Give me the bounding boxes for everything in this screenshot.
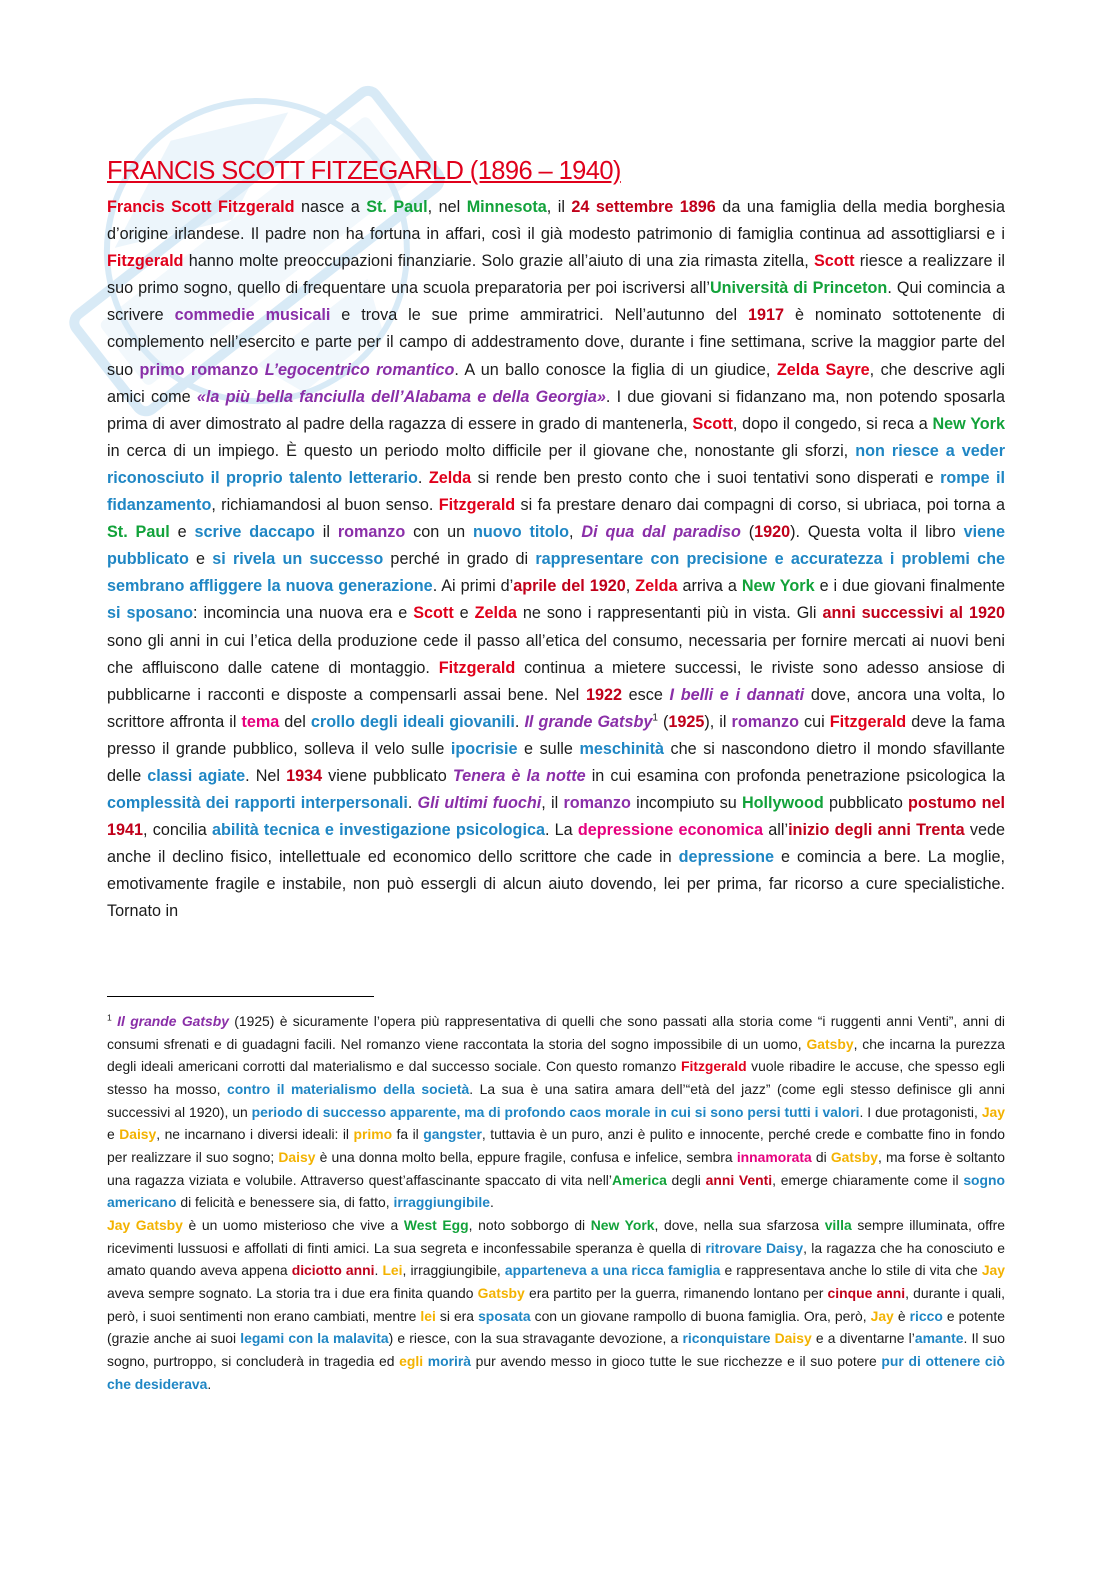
highlighted-term: «la più bella fanciulla dell’Alabama e della Georgia» xyxy=(196,387,606,406)
text-run: , irraggiungibile, xyxy=(402,1262,505,1279)
highlighted-term: Lei xyxy=(382,1262,403,1279)
highlighted-term: Daisy xyxy=(119,1126,157,1143)
text-run: è xyxy=(893,1307,910,1324)
highlighted-term: apparteneva a una ricca famiglia xyxy=(504,1262,721,1279)
text-run: era partito per la guerra, rimanendo lontano per xyxy=(524,1284,828,1301)
highlighted-term: New York xyxy=(932,414,1005,433)
highlighted-term: lei xyxy=(420,1307,436,1324)
text-run: , durante i quali, però, i suoi sentimenti non erano cambiati, mentre xyxy=(107,1284,1005,1324)
highlighted-term: Daisy xyxy=(774,1330,812,1347)
highlighted-term: Scott xyxy=(413,604,454,623)
text-run: ), il xyxy=(704,712,732,731)
highlighted-term: Fitzgerald xyxy=(438,496,516,515)
highlighted-term: 1922 xyxy=(585,685,622,704)
highlighted-term: amante xyxy=(914,1330,964,1347)
text-run: e a diventarne l’ xyxy=(811,1330,915,1347)
highlighted-term: gangster xyxy=(423,1126,482,1143)
highlighted-term: riconquistare xyxy=(682,1330,771,1347)
text-run: , dove, nella sua sfarzosa xyxy=(654,1216,825,1233)
highlighted-term: tema xyxy=(241,712,280,731)
text-run: perché in grado di xyxy=(383,550,536,569)
highlighted-term: egli xyxy=(399,1352,424,1369)
highlighted-term: cinque anni xyxy=(827,1284,906,1301)
text-run: pubblicato xyxy=(823,794,909,813)
highlighted-term: Francis Scott Fitzgerald xyxy=(107,198,295,216)
highlighted-term: anni successivi al 1920 xyxy=(822,604,1006,623)
text-run: e trova le sue prime ammiratrici. Nell’autunno del xyxy=(330,306,749,325)
highlighted-term: si rivela un successo xyxy=(212,550,384,569)
highlighted-term: Gli ultimi fuochi xyxy=(417,794,542,813)
text-run: hanno molte preoccupazioni finanziarie. Solo grazie all’aiuto di una zia rimasta zitella, xyxy=(183,252,814,271)
highlighted-term: primo xyxy=(353,1126,393,1143)
footnote-ref: 1 xyxy=(107,1012,112,1023)
highlighted-term: Scott xyxy=(692,414,733,433)
highlighted-term: inizio degli anni Trenta xyxy=(788,821,965,840)
text-run: è una donna molto bella, eppure fragile, confusa e infelice, sembra xyxy=(315,1148,737,1165)
highlighted-term: ritrovare Daisy xyxy=(705,1239,804,1256)
footnote-separator xyxy=(107,996,374,997)
highlighted-term: Il grande Gatsby xyxy=(524,712,653,731)
text-run: si rende ben presto conto che i suoi tentativi sono disperati e xyxy=(471,468,941,487)
text-run: ne sono i rappresentanti più in vista. Gli xyxy=(516,604,823,623)
highlighted-term: Jay xyxy=(981,1103,1005,1120)
text-run: degli xyxy=(666,1171,706,1188)
text-run: , nel xyxy=(427,198,467,216)
page-title: FRANCIS SCOTT FITZEGARLD (1896 – 1940) xyxy=(107,157,621,185)
highlighted-term: Jay Gatsby xyxy=(107,1216,183,1233)
highlighted-term: New York xyxy=(590,1216,655,1233)
text-run: . Nel xyxy=(245,766,287,785)
text-run: . xyxy=(407,794,418,813)
text-run: , ma forse è soltanto una ragazza viziata e volubile. Attraverso quest’affascinante spaccato di vita nell’ xyxy=(107,1148,1005,1188)
text-run: si fa prestare denaro dai compagni di corso, si ubriaca, poi torna a xyxy=(515,496,1005,515)
highlighted-term: Gatsby xyxy=(477,1284,525,1301)
text-run: , tuttavia è un puro, anzi è pulito e innocente, perché crede e combatte fino in fondo per realizzare il suo sogno; xyxy=(107,1126,1005,1165)
highlighted-term: rompe il fidanzamento xyxy=(107,468,1005,515)
highlighted-term: Jay xyxy=(981,1262,1005,1279)
highlighted-term: aprile del 1920 xyxy=(513,577,626,596)
text-run: e potente (grazie anche ai suoi xyxy=(107,1307,1005,1347)
highlighted-term: New York xyxy=(741,577,815,596)
text-run: ( xyxy=(657,712,669,731)
highlighted-term: periodo di successo apparente, ma di profondo caos morale in cui si sono persi tutti i valori xyxy=(251,1103,860,1120)
text-run: vuole ribadire le accuse, che spesso egli stesso ha mosso, xyxy=(107,1058,1005,1097)
text-run: nasce a xyxy=(294,198,367,216)
text-run: aveva sempre sognato. La storia tra i due era finita quando xyxy=(107,1284,478,1301)
highlighted-term: Zelda Sayre xyxy=(776,360,870,379)
text-run: esce xyxy=(621,685,670,704)
highlighted-term: Fitzgerald xyxy=(107,252,184,271)
highlighted-term: Di qua dal paradiso xyxy=(581,523,741,542)
highlighted-term: crollo degli ideali giovanili xyxy=(310,712,515,731)
text-run: . xyxy=(514,712,525,731)
highlighted-term: St. Paul xyxy=(107,523,170,542)
highlighted-term: viene pubblicato xyxy=(107,523,1005,569)
highlighted-term: L’egocentrico romantico xyxy=(264,360,455,379)
text-run: , il xyxy=(541,794,564,813)
text-run: . A un ballo conosce la figlia di un giudice, xyxy=(454,360,777,379)
highlighted-term: Tenera è la notte xyxy=(452,766,586,785)
highlighted-term: Zelda xyxy=(428,468,472,487)
text-run: di felicità e benessere sia, di fatto, xyxy=(176,1194,394,1211)
text-run: da una famiglia della media borghesia d’origine irlandese. Il padre non ha fortuna in affari, così il già modesto patrimonio di famiglia continua ad assottigliarsi e i xyxy=(107,198,1005,244)
highlighted-term: Fitzgerald xyxy=(829,712,907,731)
text-run: e sulle xyxy=(517,739,580,758)
highlighted-term: romanzo xyxy=(337,523,406,542)
highlighted-term: pur di ottenere ciò che desiderava xyxy=(107,1352,1006,1392)
text-run: con un giovane rampollo di buona famiglia. Ora, però, xyxy=(530,1307,871,1324)
highlighted-term: Fitzgerald xyxy=(438,658,516,677)
highlighted-term: non riesce a veder riconosciuto il proprio talento letterario xyxy=(107,441,1005,487)
footnote-paragraph-2 xyxy=(107,1214,1005,1395)
text-run: . La xyxy=(544,821,578,840)
text-run: continua a mietere successi, le riviste sono adesso ansiose di pubblicarne i racconti e disposte a compensarli assai bene. Nel xyxy=(107,658,1005,704)
text-run: e xyxy=(188,550,213,569)
text-run: ). Questa volta il libro xyxy=(790,523,964,542)
highlighted-term: complessità dei rapporti interpersonali xyxy=(107,794,408,813)
text-run: , ne incarnano i diversi ideali: il xyxy=(156,1126,354,1143)
highlighted-term: 1920 xyxy=(754,523,791,542)
highlighted-term: si sposano xyxy=(107,604,194,623)
highlighted-term: Fitzgerald xyxy=(680,1058,747,1075)
text-run: sempre illuminata, offre ricevimenti lussuosi e affollati di finti amici. La sua segreta e inconfessabile speranza è quella di xyxy=(107,1216,1005,1256)
highlighted-term: Zelda xyxy=(474,604,517,623)
text-run: all’ xyxy=(763,821,789,840)
text-run: in cerca di un impiego. È questo un periodo molto difficile per il giovane che, nonostante gli sforzi, xyxy=(107,441,856,460)
highlighted-term: irraggiungibile xyxy=(393,1194,490,1211)
highlighted-term: Minnesota xyxy=(466,198,547,216)
text-run: e xyxy=(453,604,475,623)
highlighted-term: Gatsby xyxy=(830,1148,878,1165)
text-run: . La sua è una satira amara dell’“età del jazz” (come egli stesso definisce gli anni successivi al 1920), un xyxy=(107,1080,1005,1120)
highlighted-term: legami con la malavita xyxy=(240,1330,389,1347)
highlighted-term: 1917 xyxy=(748,306,785,325)
text-run: . xyxy=(489,1194,494,1211)
text-run: . xyxy=(207,1375,212,1392)
text-run: (1925) è sicuramente l’opera più rappresentativa di quelli che sono passati alla storia come “i ruggenti anni Venti”, anni di consumi sfrenati e di guadagni facili. Nel romanzo viene raccontata la storia del sogno impossibile di un uomo, xyxy=(107,1013,1005,1052)
highlighted-term: abilità tecnica e investigazione psicologica xyxy=(211,821,545,840)
highlighted-term: sposata xyxy=(478,1307,531,1324)
highlighted-term: diciotto anni xyxy=(291,1262,375,1279)
highlighted-term: scrive daccapo xyxy=(194,523,315,542)
text-run: , che incarna la purezza degli ideali americani corrotti dal materialismo e dal successo sociale. Con questo romanzo xyxy=(107,1035,1006,1075)
text-run: cui xyxy=(798,712,830,731)
highlighted-term: meschinità xyxy=(579,739,665,758)
text-run: , la ragazza che ha conosciuto e amato quando aveva appena xyxy=(107,1239,1005,1279)
highlighted-term: I belli e i dannati xyxy=(669,685,805,704)
text-run: e xyxy=(169,523,195,542)
highlighted-term: classi agiate xyxy=(147,766,246,785)
text-run: dove, ancora una volta, lo scrittore affronta il xyxy=(107,685,1005,731)
highlighted-term: commedie musicali xyxy=(174,306,331,325)
footnote-ref: 1 xyxy=(652,712,658,724)
highlighted-term: America xyxy=(611,1171,667,1188)
highlighted-term: Zelda xyxy=(635,577,678,596)
text-run: con un xyxy=(405,523,474,542)
text-run: , concilia xyxy=(143,821,212,840)
text-run: è nominato sottotenente di complemento nell’esercito e parte per il campo di addestramento dove, durante i fine settimana, scrive la maggior parte del suo xyxy=(107,306,1005,379)
highlighted-term: primo romanzo xyxy=(139,360,259,379)
highlighted-term: nuovo titolo xyxy=(473,523,570,542)
highlighted-term: sogno americano xyxy=(107,1171,1005,1211)
highlighted-term: Daisy xyxy=(278,1148,316,1165)
text-run: del xyxy=(279,712,311,731)
text-run: : incomincia una nuova era e xyxy=(193,604,414,623)
text-run: e rappresentava anche lo stile di vita che xyxy=(720,1262,982,1279)
text-run: è un uomo misterioso che vive a xyxy=(182,1216,404,1233)
text-run: , dopo il congedo, si reca a xyxy=(732,414,933,433)
highlighted-term: postumo nel 1941 xyxy=(107,794,1005,840)
text-run: e xyxy=(107,1126,120,1143)
highlighted-term: anni Venti xyxy=(705,1171,773,1188)
text-run: deve la fama presso il grande pubblico, solleva il velo sulle xyxy=(107,712,1005,758)
highlighted-term: villa xyxy=(824,1216,852,1233)
highlighted-term: Jay xyxy=(870,1307,894,1324)
highlighted-term: Gatsby xyxy=(806,1035,854,1052)
highlighted-term: 1934 xyxy=(286,766,323,785)
text-run: . I due giovani si fidanzano ma, non potendo sposarla prima di aver dimostrato al padre della ragazza di essere in grado di mantenerla, xyxy=(107,387,1005,433)
text-run: , emerge chiaramente come il xyxy=(772,1171,964,1188)
text-run: . Qui comincia a scrivere xyxy=(107,279,1005,325)
text-run: che si nascondono dietro il mondo sfavillante delle xyxy=(107,739,1005,785)
highlighted-term: depressione xyxy=(678,848,775,867)
highlighted-term: contro il materialismo della società xyxy=(226,1080,470,1097)
highlighted-term: St. Paul xyxy=(366,198,428,216)
text-run: riesce a realizzare il suo primo sogno, quello di frequentare una scuola preparatoria per poi iscriversi all’ xyxy=(107,252,1005,298)
highlighted-term: Hollywood xyxy=(741,794,824,813)
text-run: e i due giovani finalmente xyxy=(814,577,1005,596)
main-paragraph xyxy=(107,194,1005,926)
text-run: si era xyxy=(435,1307,479,1324)
highlighted-term: 1925 xyxy=(668,712,705,731)
text-run: , richiamandosi al buon senso. xyxy=(211,496,439,515)
text-run: , noto sobborgo di xyxy=(468,1216,591,1233)
highlighted-term: romanzo xyxy=(731,712,799,731)
text-run: . I due protagonisti, xyxy=(859,1103,982,1120)
text-run: . Il suo sogno, purtroppo, si concluderà in tragedia ed xyxy=(107,1330,1006,1369)
text-run: sono gli anni in cui l’etica della produzione cede il passo all’etica del consumo, necessaria per fornire mercati ai nuovi beni che affluiscono dalle catene di montaggio. xyxy=(107,631,1005,677)
text-run: , xyxy=(569,523,582,542)
text-run: . Ai primi d’ xyxy=(432,577,514,596)
text-run: incompiuto su xyxy=(630,794,742,813)
text-run: fa il xyxy=(392,1126,424,1143)
text-run: il xyxy=(314,523,338,542)
text-run: , xyxy=(625,577,636,596)
text-run: vede anche il declino fisico, intellettuale ed economico dello scrittore che cade in xyxy=(107,821,1006,867)
highlighted-term: Scott xyxy=(814,252,855,271)
highlighted-term: rappresentare con precisione e accuratezza i problemi che sembrano affliggere la nuova generazione xyxy=(107,550,1005,596)
text-run: ( xyxy=(740,523,755,542)
highlighted-term: 24 settembre 1896 xyxy=(571,198,716,216)
text-run: e comincia a bere. La moglie, emotivamente fragile e instabile, non può essergli di alcun aiuto dovendo, lei per prima, far ricorso a cure specialistiche. Tornato in xyxy=(107,848,1005,921)
text-run: di xyxy=(811,1148,831,1165)
highlighted-term: Università di Princeton xyxy=(709,279,888,298)
text-run: in cui esamina con profonda penetrazione psicologica la xyxy=(585,766,1005,785)
highlighted-term: depressione economica xyxy=(577,821,764,840)
highlighted-term: ipocrisie xyxy=(450,739,518,758)
footnote xyxy=(107,1010,1005,1395)
footnote-paragraph-1 xyxy=(107,1010,1005,1214)
text-run: , il xyxy=(546,198,572,216)
highlighted-term: morirà xyxy=(427,1352,471,1369)
highlighted-term: Il grande Gatsby xyxy=(117,1013,229,1029)
text-run: . xyxy=(374,1262,383,1279)
text-run: pur avendo messo in gioco tutte le sue ricchezze e il suo potere xyxy=(470,1352,882,1369)
highlighted-term: ricco xyxy=(909,1307,943,1324)
highlighted-term: romanzo xyxy=(563,794,631,813)
highlighted-term: innamorata xyxy=(736,1148,812,1165)
highlighted-term: West Egg xyxy=(403,1216,469,1233)
text-run: viene pubblicato xyxy=(322,766,453,785)
text-run: arriva a xyxy=(677,577,742,596)
text-run: ) e riesce, con la sua stravagante devozione, a xyxy=(388,1330,683,1347)
text-run: , che descrive agli amici come xyxy=(107,360,1005,406)
text-run: . xyxy=(417,468,429,487)
